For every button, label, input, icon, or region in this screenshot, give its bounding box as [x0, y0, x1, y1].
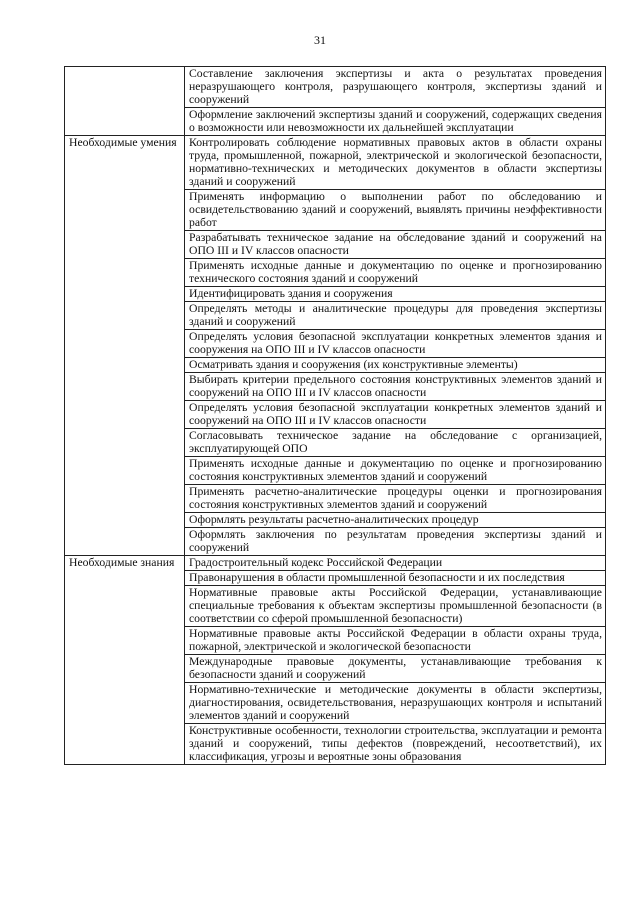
requirement-cell: Определять условия безопасной эксплуатации конкретных элементов здания и сооружения на ОПО III и IV классов опасности — [185, 330, 606, 358]
page-number: 31 — [314, 33, 326, 47]
requirement-cell: Применять информацию о выполнении работ по обследованию и освидетельствованию зданий и сооружений, выявлять причины неэффективности работ — [185, 190, 606, 231]
requirement-cell: Согласовывать техническое задание на обследование с организацией, эксплуатирующей ОПО — [185, 429, 606, 457]
section-label: Необходимые знания — [65, 556, 185, 765]
requirement-cell: Международные правовые документы, устанавливающие требования к безопасности зданий и сооружений — [185, 655, 606, 683]
requirement-cell: Оформление заключений экспертизы зданий и сооружений, содержащих сведения о возможности или невозможности их дальнейшей эксплуатации — [185, 108, 606, 136]
requirement-cell: Градостроительный кодекс Российской Федерации — [185, 556, 606, 571]
section-label: Необходимые умения — [65, 136, 185, 556]
requirement-cell: Контролировать соблюдение нормативных правовых актов в области охраны труда, промышленной, пожарной, электрической и экологической безопасности, нормативно-технических и методических документов в области экспертизы зданий и сооружений — [185, 136, 606, 190]
requirement-cell: Разрабатывать техническое задание на обследование зданий и сооружений на ОПО III и IV классов опасности — [185, 231, 606, 259]
table-row — [65, 67, 606, 108]
requirement-cell: Нормативно-технические и методические документы в области экспертизы, диагностирования, освидетельствования, неразрушающих контроля и испытаний элементов зданий и сооружений — [185, 683, 606, 724]
requirement-cell: Определять методы и аналитические процедуры для проведения экспертизы зданий и сооружений — [185, 302, 606, 330]
requirement-cell: Выбирать критерии предельного состояния конструктивных элементов зданий и сооружений на ОПО III и IV классов опасности — [185, 373, 606, 401]
requirement-cell: Применять исходные данные и документацию по оценке и прогнозированию технического состояния зданий и сооружений — [185, 259, 606, 287]
competency-table-body — [65, 67, 606, 765]
requirement-cell: Применять расчетно-аналитические процедуры оценки и прогнозирования состояния конструктивных элементов зданий и сооружений — [185, 485, 606, 513]
requirement-cell: Составление заключения экспертизы и акта о результатах проведения неразрушающего контроля, разрушающего контроля, экспертизы зданий и сооружений — [185, 67, 606, 108]
requirement-cell: Правонарушения в области промышленной безопасности и их последствия — [185, 571, 606, 586]
requirement-cell: Нормативные правовые акты Российской Федерации, устанавливающие специальные требования к объектам экспертизы промышленной безопасности (в соответствии со сферой промышленной безопасности) — [185, 586, 606, 627]
requirement-cell: Осматривать здания и сооружения (их конструктивные элементы) — [185, 358, 606, 373]
requirement-cell: Применять исходные данные и документацию по оценке и прогнозированию состояния конструктивных элементов зданий и сооружений — [185, 457, 606, 485]
section-label — [65, 67, 185, 136]
requirement-cell: Оформлять результаты расчетно-аналитических процедур — [185, 513, 606, 528]
competency-table — [64, 66, 606, 765]
requirement-cell: Определять условия безопасной эксплуатации конкретных элементов зданий и сооружений на ОПО III и IV классов опасности — [185, 401, 606, 429]
requirement-cell: Конструктивные особенности, технологии строительства, эксплуатации и ремонта зданий и сооружений, типы дефектов (повреждений, несоответствий), их классификация, угрозы и вероятные зоны образования — [185, 724, 606, 765]
requirement-cell: Оформлять заключения по результатам проведения экспертизы зданий и сооружений — [185, 528, 606, 556]
table-row — [65, 136, 606, 190]
requirement-cell: Нормативные правовые акты Российской Федерации в области охраны труда, пожарной, электрической и экологической безопасности — [185, 627, 606, 655]
requirement-cell: Идентифицировать здания и сооружения — [185, 287, 606, 302]
table-row — [65, 556, 606, 571]
